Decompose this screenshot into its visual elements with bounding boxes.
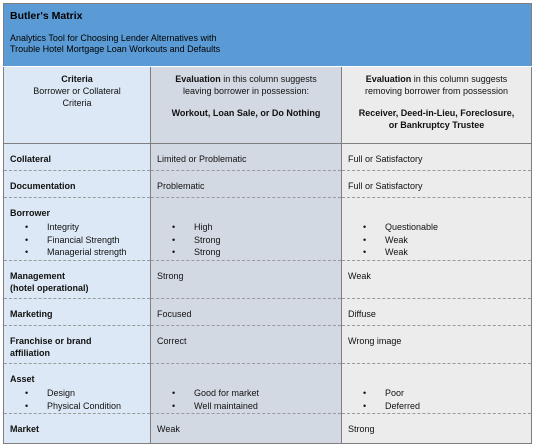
stay-cell: Problematic [151, 171, 342, 198]
stay-cell [151, 364, 342, 414]
table-row-marketing [4, 299, 532, 326]
header-stay-rest: in this column suggests [220, 74, 317, 84]
criteria-label: Asset [10, 374, 35, 384]
criteria-label: Borrower [10, 208, 51, 218]
header-stay [151, 67, 342, 144]
table-row-borrower [4, 198, 532, 261]
stay-cell: Strong [151, 261, 342, 299]
list-item: • Physical Condition [10, 400, 145, 413]
header-criteria-title: Criteria [61, 74, 93, 84]
table-row-collateral [4, 144, 532, 171]
remove-list [348, 387, 526, 412]
criteria-sub-list [10, 387, 145, 412]
matrix-subtitle-line1: Analytics Tool for Choosing Lender Alternatives with [10, 33, 217, 43]
table-row-documentation [4, 171, 532, 198]
table-row-management [4, 261, 532, 299]
table-row-franchise [4, 326, 532, 364]
stay-cell: Correct [151, 326, 342, 364]
stay-list [157, 387, 336, 412]
list-item: • Managerial strength [10, 246, 145, 259]
list-item: • Financial Strength [10, 234, 145, 247]
header-stay-bold: Evaluation [175, 74, 221, 84]
list-item: • Strong [157, 246, 336, 259]
criteria-cell [4, 364, 151, 414]
list-item: • Good for market [157, 387, 336, 400]
criteria-cell: Documentation [4, 171, 151, 198]
criteria-line1: Franchise or brand [10, 336, 92, 346]
list-item: • Design [10, 387, 145, 400]
list-item: • Deferred [348, 400, 526, 413]
header-criteria [4, 67, 151, 144]
header-stay-line2: leaving borrower in possession: [182, 86, 310, 96]
criteria-cell: Collateral [4, 144, 151, 171]
header-remove-line2: removing borrower from possession [364, 86, 509, 96]
remove-list [348, 221, 526, 259]
criteria-sub-list [10, 221, 145, 259]
header-criteria-line3: Criteria [62, 98, 92, 108]
remove-cell [342, 364, 532, 414]
table-row-market [4, 414, 532, 444]
matrix-subtitle-line2: Trouble Hotel Mortgage Loan Workouts and Defaults [10, 44, 221, 54]
remove-cell: Full or Satisfactory [342, 144, 532, 171]
column-header-row [4, 67, 532, 144]
list-item: • Poor [348, 387, 526, 400]
remove-cell: Wrong image [342, 326, 532, 364]
criteria-cell [4, 261, 151, 299]
stay-cell: Weak [151, 414, 342, 444]
list-item: • Questionable [348, 221, 526, 234]
criteria-line2: (hotel operational) [10, 283, 89, 293]
list-item: • Weak [348, 246, 526, 259]
list-item: • High [157, 221, 336, 234]
remove-cell [342, 198, 532, 261]
list-item: • Well maintained [157, 400, 336, 413]
list-item: • Weak [348, 234, 526, 247]
matrix-title: Butler's Matrix [10, 10, 83, 22]
remove-cell: Full or Satisfactory [342, 171, 532, 198]
title-banner-row [4, 4, 532, 67]
header-remove-action2: or Bankruptcy Trustee [388, 120, 485, 130]
stay-list [157, 221, 336, 259]
list-item: • Strong [157, 234, 336, 247]
header-remove-action1: Receiver, Deed-in-Lieu, Foreclosure, [358, 108, 515, 118]
remove-cell: Diffuse [342, 299, 532, 326]
criteria-cell [4, 198, 151, 261]
butlers-matrix-table [3, 3, 532, 444]
header-stay-action: Workout, Loan Sale, or Do Nothing [171, 108, 321, 118]
title-banner [4, 4, 532, 67]
stay-cell: Limited or Problematic [151, 144, 342, 171]
list-item: • Integrity [10, 221, 145, 234]
remove-cell: Strong [342, 414, 532, 444]
criteria-cell: Marketing [4, 299, 151, 326]
header-remove-bold: Evaluation [365, 74, 412, 84]
header-remove-rest: in this column suggests [411, 74, 508, 84]
stay-cell: Focused [151, 299, 342, 326]
criteria-cell [4, 326, 151, 364]
criteria-line1: Management [10, 271, 66, 281]
table-row-asset [4, 364, 532, 414]
header-criteria-line2: Borrower or Collateral [33, 86, 121, 96]
remove-cell: Weak [342, 261, 532, 299]
criteria-line2: affiliation [10, 348, 50, 358]
header-remove [342, 67, 532, 144]
criteria-cell: Market [4, 414, 151, 444]
stay-cell [151, 198, 342, 261]
